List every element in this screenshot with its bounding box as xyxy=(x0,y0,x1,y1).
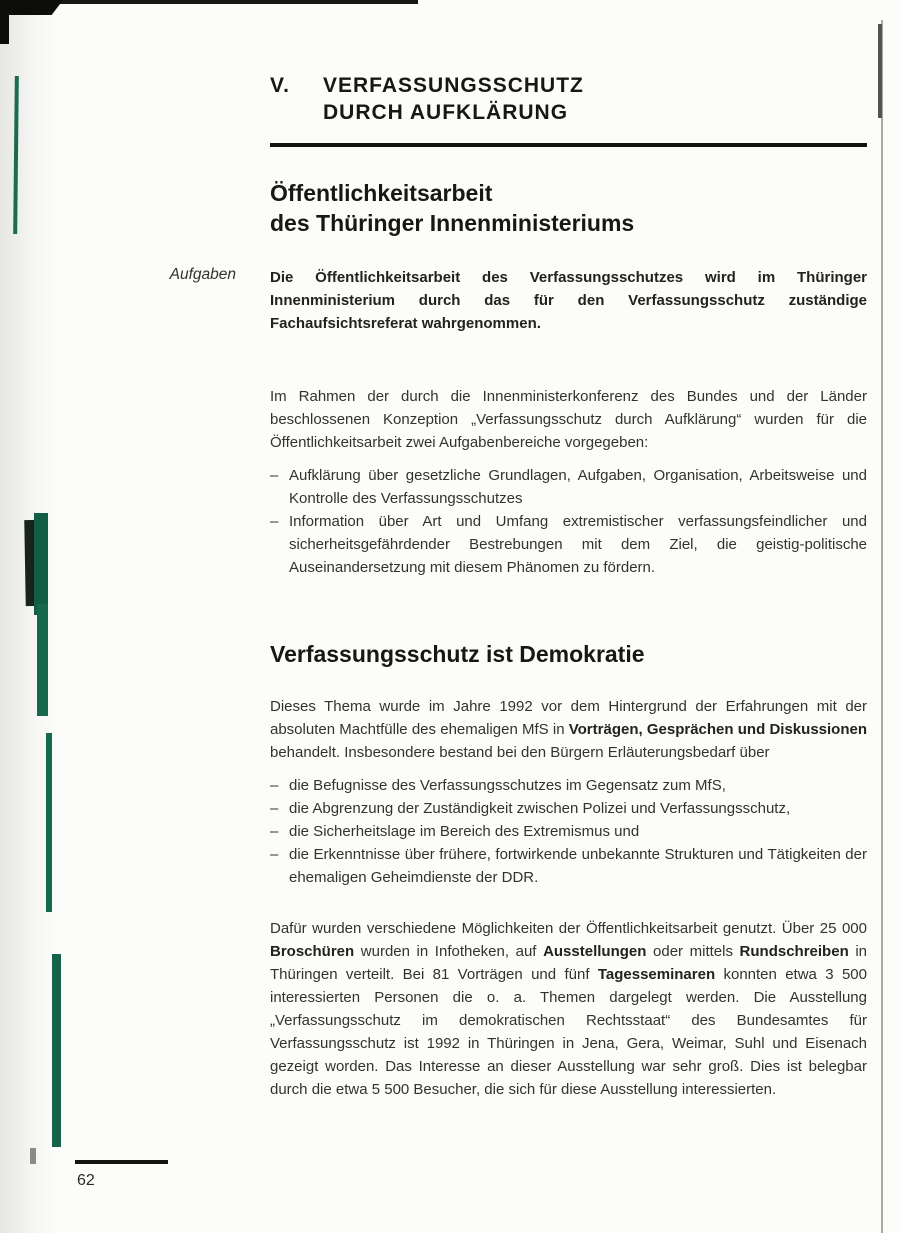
spine-mark-green-2 xyxy=(34,513,48,615)
list-item xyxy=(270,464,867,510)
paragraph-text-run: wurden in Infotheken, auf xyxy=(354,943,544,960)
spine-mark-gray-tick xyxy=(30,1148,36,1164)
page-number-rule xyxy=(75,1160,168,1164)
list-dash-marker: – xyxy=(270,846,279,863)
paragraph-bold-run: Vorträgen, Gesprächen und Diskussionen xyxy=(568,721,867,738)
list-dash-marker: – xyxy=(270,513,279,530)
chapter-numeral: V. xyxy=(270,74,290,97)
list-item-text: die Sicherheitslage im Bereich des Extremismus und xyxy=(289,823,640,840)
spine-mark-green-5 xyxy=(52,954,61,1147)
chapter-title-line1: VERFASSUNGSSCHUTZ xyxy=(323,74,584,97)
spine-mark-green-4 xyxy=(46,733,52,912)
list-item xyxy=(270,843,867,889)
text-column xyxy=(270,0,867,1101)
paragraph-bold-run: Broschüren xyxy=(270,943,355,960)
chapter-title xyxy=(323,72,584,126)
scan-artifact-right-edge xyxy=(881,20,883,1233)
paragraph-text-run: oder mittels xyxy=(646,943,740,960)
list-item-text: die Befugnisse des Verfassungsschutzes im Gegensatz zum MfS, xyxy=(289,777,726,794)
paragraph-text-run: behandelt. Insbesondere bestand bei den Bürgern Erläuterungsbedarf über xyxy=(270,744,770,761)
section2-heading: Verfassungsschutz ist Demokratie xyxy=(270,641,645,667)
section1-heading-line2: des Thüringer Innenministeriums xyxy=(270,210,635,236)
scan-artifact-right-edge-dark xyxy=(878,24,882,118)
chapter-rule xyxy=(270,143,867,147)
paragraph-text-run: in Thüringen verteilt. Bei 81 Vorträgen und fünf xyxy=(270,943,867,983)
section2-paragraph-2 xyxy=(270,917,867,1101)
list-dash-marker: – xyxy=(270,800,279,817)
list-item-text: Information über Art und Umfang extremistischer verfassungsfeindlicher und sicherheitsgefährdender Bestrebungen mit dem Ziel, die geistig-politische Auseinandersetzung mit diesem Phänomen zu fördern. xyxy=(289,513,867,576)
binding-gutter-shadow xyxy=(0,0,72,1233)
list-dash-marker: – xyxy=(270,777,279,794)
scan-artifact-corner-vertical xyxy=(0,0,9,44)
paragraph-text-run: konnten etwa 3 500 interessierten Personen die o. a. Themen dargelegt werden. Die Ausstellung „Verfassungsschutz im demokratischen Rechtsstaat“ des Bundesamtes für Verfassungsschutz ist 1992 in Thüringen in Jena, Gera, Weimar, Suhl und Eisenach gezeigt worden. Das Interesse an dieser Ausstellung war sehr groß. Dies ist belegbar durch die etwa 5 500 Besucher, die sich für diese Ausstellung interessierten. xyxy=(270,966,867,1098)
list-item xyxy=(270,774,867,797)
list-dash-marker: – xyxy=(270,467,279,484)
list-item-text: die Abgrenzung der Zuständigkeit zwischen Polizei und Verfassungsschutz, xyxy=(289,800,791,817)
section1-paragraph: Im Rahmen der durch die Innenministerkonferenz des Bundes und der Länder beschlossenen Konzeption „Verfassungsschutz durch Aufklärung“ wurden für die Öffentlichkeitsarbeit zwei Aufgabenbereiche vorgegeben: xyxy=(270,388,867,451)
section2-list xyxy=(270,774,867,889)
paragraph-bold-run: Ausstellungen xyxy=(543,943,647,960)
section2-paragraph-1 xyxy=(270,695,867,764)
list-item xyxy=(270,797,867,820)
list-item-text: Aufklärung über gesetzliche Grundlagen, Aufgaben, Organisation, Arbeitsweise und Kontrolle des Verfassungsschutzes xyxy=(289,467,867,507)
list-item xyxy=(270,510,867,579)
section1-list xyxy=(270,464,867,579)
chapter-header xyxy=(270,72,867,126)
list-item xyxy=(270,820,867,843)
section1-heading-line1: Öffentlichkeitsarbeit xyxy=(270,180,493,206)
page-number: 62 xyxy=(77,1172,95,1189)
paragraph-text-run: Dafür wurden verschiedene Möglichkeiten der Öffentlichkeitsarbeit genutzt. Über 25 000 xyxy=(270,920,867,937)
margin-label-aufgaben: Aufgaben xyxy=(169,266,236,283)
paragraph-bold-run: Rundschreiben xyxy=(739,943,849,960)
spine-mark-green-3 xyxy=(37,604,48,716)
section1-heading xyxy=(270,178,867,238)
list-item-text: die Erkenntnisse über frühere, fortwirkende unbekannte Strukturen und Tätigkeiten der ehemaligen Geheimdienste der DDR. xyxy=(289,846,867,886)
section1-lead-paragraph: Die Öffentlichkeitsarbeit des Verfassungsschutzes wird im Thüringer Innenministerium durch das für den Verfassungsschutz zuständige Fachaufsichtsreferat wahrgenommen. xyxy=(270,269,867,332)
chapter-title-line2: DURCH AUFKLÄRUNG xyxy=(323,101,569,124)
paragraph-text-run: Dieses Thema wurde im Jahre 1992 vor dem Hintergrund der Erfahrungen mit der absoluten Machtfülle des ehemaligen MfS in xyxy=(270,698,867,738)
list-dash-marker: – xyxy=(270,823,279,840)
paragraph-bold-run: Tagesseminaren xyxy=(597,966,716,983)
